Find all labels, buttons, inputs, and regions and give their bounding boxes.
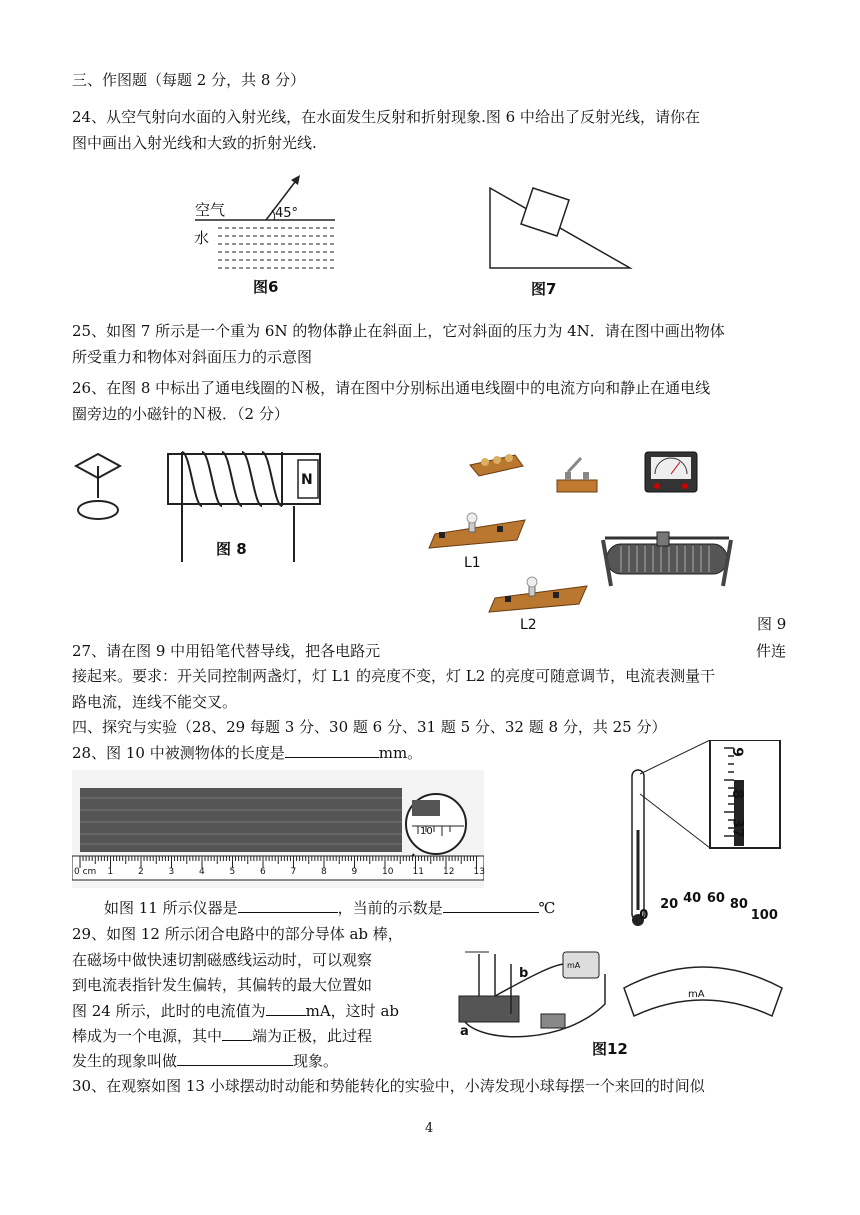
figure-8 — [70, 436, 330, 566]
thermo-scale-37: 37 — [729, 818, 746, 838]
q24-line2: 图中画出入射光线和大致的折射光线. — [72, 134, 317, 152]
rod-end-b-label: b — [519, 966, 529, 981]
switch-icon — [557, 458, 597, 492]
section-heading: 三、作图题（每题 2 分，共 8 分） — [72, 71, 306, 89]
figure-9-caption: 图 9 — [757, 615, 787, 633]
answer-blank[interactable] — [266, 1001, 306, 1016]
q27-line1: 27、请在图 9 中用铅笔代替导线，把各电路元 — [72, 642, 381, 660]
ruler-tick-label: 10 — [382, 867, 394, 877]
dial-tick-label: 40 — [683, 890, 702, 906]
ammeter-icon — [645, 452, 697, 492]
figure-8-caption: 图 8 — [216, 540, 247, 558]
rheostat-icon — [603, 532, 731, 586]
q29-line3: 到电流表指针发生偏转，其偏转的最大位置如 — [72, 976, 373, 994]
ruler-tick-label: 6 — [260, 867, 266, 877]
dial-tick-label: 80 — [729, 896, 748, 912]
figure-7 — [485, 180, 635, 272]
air-label: 空气 — [195, 201, 226, 219]
q24-line1: 24、从空气射向水面的入射光线，在水面发生反射和折射现象.图 6 中给出了反射光线，请你在 — [72, 108, 700, 126]
rod-end-a-label: a — [460, 1024, 469, 1039]
dial-tick-label: 0 — [639, 907, 649, 923]
figure-11-thermometer — [624, 740, 784, 932]
answer-blank[interactable] — [285, 743, 379, 758]
ruler-zoom-label: 10 — [420, 826, 433, 837]
answer-blank[interactable] — [443, 898, 539, 913]
ruler-tick-label: 1 — [107, 867, 114, 877]
ruler-zero-label: 0 cm — [74, 867, 97, 877]
answer-blank[interactable] — [222, 1026, 252, 1041]
ruler-tick-label: 2 — [138, 867, 144, 877]
q27-line1-tail: 件连 — [756, 642, 787, 660]
ruler-tick-label: 3 — [168, 867, 175, 877]
lamp-l1-icon — [429, 513, 525, 548]
figure-12-caption: 图12 — [592, 1040, 628, 1058]
water-label: 水 — [194, 229, 210, 247]
thermo-scale-9: 9 — [728, 747, 745, 757]
q27-line3: 路电流，连线不能交叉。 — [72, 693, 238, 711]
q28-thermometer-line: 如图 11 所示仪器是 ，当前的示数是 ℃ — [104, 899, 556, 917]
q25-line1: 25、如图 7 所示是一个重为 6N 的物体静止在斜面上，它对斜面的压力为 4N．请在图中画出物体 — [72, 322, 725, 340]
dial-tick-label: 100 — [750, 907, 778, 923]
lamp-l1-label: L1 — [464, 555, 481, 571]
q29-line5: 棒成为一个电源，其中 端为正极，此过程 — [72, 1027, 373, 1045]
q26-line1: 26、在图 8 中标出了通电线圈的Ｎ极，请在图中分别标出通电线圈中的电流方向和静止在通电线 — [72, 379, 711, 397]
q29-line1: 29、如图 12 所示闭合电路中的部分导体 ab 棒， — [72, 925, 403, 943]
q29-line2: 在磁场中做快速切割磁感线运动时，可以观察 — [72, 951, 373, 969]
ruler-tick-label: 13 — [473, 867, 485, 877]
angle-label: 45° — [275, 206, 299, 221]
lamp-l2-label: L2 — [520, 617, 537, 633]
q25-line2: 所受重力和物体对斜面压力的示意图 — [72, 348, 313, 366]
ruler-tick-label: 7 — [290, 867, 297, 877]
dial-tick-label: 60 — [706, 890, 725, 906]
battery-holder-icon — [470, 454, 523, 476]
ruler-tick-label: 12 — [443, 867, 455, 877]
ammeter-mA-label: mA — [567, 961, 581, 970]
q27-line2: 接起来。要求：开关同控制两盏灯，灯 L1 的亮度不变，灯 L2 的亮度可随意调节，电流表测量干 — [72, 667, 716, 685]
q30-line1: 30、在观察如图 13 小球摆动时动能和势能转化的实验中，小涛发现小球每摆一个来回的时间似 — [72, 1077, 705, 1095]
ruler-tick-label: 8 — [321, 867, 327, 877]
thermo-scale-8: 8 — [728, 789, 745, 799]
ruler-tick-label: 4 — [199, 867, 205, 877]
figure-12-circuit — [455, 944, 625, 1044]
lamp-l2-icon — [489, 577, 587, 612]
ruler-tick-label: 11 — [412, 867, 424, 877]
page-number: 4 — [425, 1121, 434, 1136]
q28-text: 28、图 10 中被测物体的长度是 mm。 — [72, 744, 423, 762]
q29-line4: 图 24 所示，此时的电流值为 mA，这时 ab — [72, 1002, 399, 1020]
answer-blank[interactable] — [177, 1051, 293, 1066]
ruler-tick-label: 5 — [229, 867, 236, 877]
answer-blank[interactable] — [238, 898, 338, 913]
section-heading: 四、探究与实验（28、29 每题 3 分、30 题 6 分、31 题 5 分、32 题 8 分，共 25 分） — [72, 718, 667, 736]
figure-6-caption: 图6 — [253, 278, 279, 296]
n-pole-label: N — [301, 472, 313, 488]
dial-unit: mA — [688, 989, 705, 1000]
dial-tick-label: 20 — [660, 896, 679, 912]
q26-line2: 圈旁边的小磁针的Ｎ极．（2 分） — [72, 405, 289, 423]
ruler-tick-label: 9 — [351, 867, 358, 877]
figure-9 — [425, 440, 755, 640]
q29-line6: 发生的现象叫做 现象。 — [72, 1052, 339, 1070]
figure-7-caption: 图7 — [531, 280, 557, 298]
